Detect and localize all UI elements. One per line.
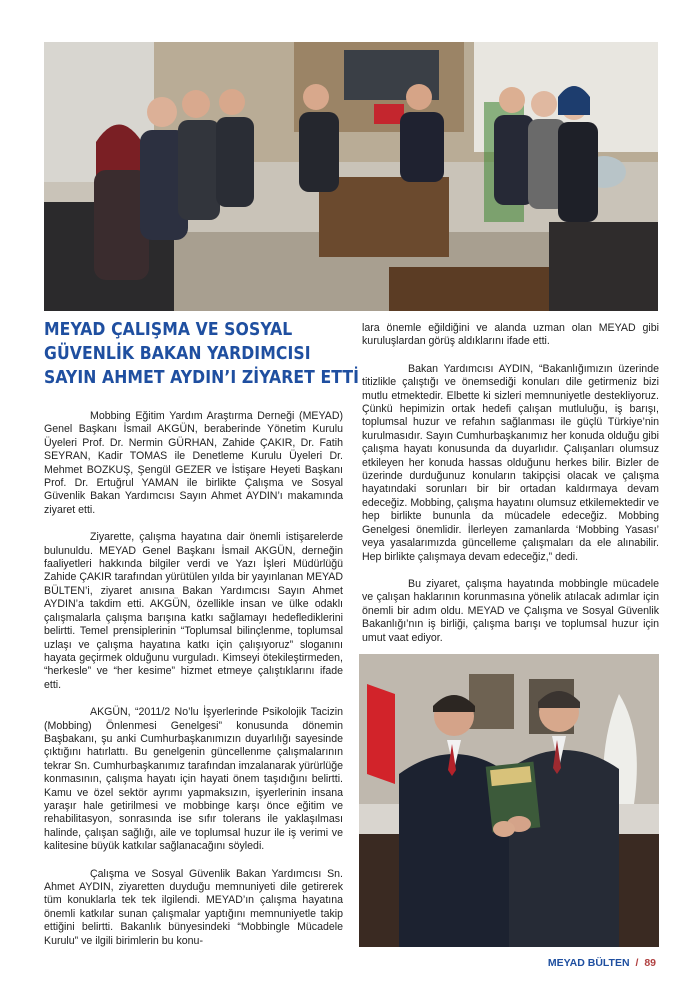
paragraph: Mobbing Eğitim Yardım Araştırma Derneği (MEYAD) Genel Başkanı İsmail AKGÜN, beraberinde Yönetim Kurulu Üyeleri Prof. Dr. Nermin GÜRHAN, Zahide ÇAKIR, Dr. Fatih SEYRAN, Kadir TOMAS ile Denetleme Kurulu Üyeleri Dr. Mehmet BOZKUŞ, Şengül GEZER ve İstişare Heyeti Başkanı Prof. Dr. Ertuğrul YAMAN ile birlikte Çalışma ve Sosyal Güvenlik Bakan Yardımcısı Sayın Ahmet AYDIN’ı makamında ziyaret etti. <box>44 410 343 516</box>
paragraph: Bu ziyaret, çalışma hayatında mobbingle mücadele ve çalışan haklarının korunmasına yönelik atılacak adımlar için önemli bir adım oldu. MEYAD ve Çalışma ve Sosyal Güvenlik Bakanlığı’nın iş birliği, çalışma barışı ve toplumsal huzur için umut vaat ediyor. <box>362 577 659 644</box>
right-column <box>362 322 659 659</box>
paragraph: Ziyarette, çalışma hayatına dair önemli istişarelerde bulunuldu. MEYAD Genel Başkanı İsmail AKGÜN, derneğin faaliyetleri hakkında bilgiler verdi ve Yazı İşleri Müdürlüğü Zahide ÇAKIR tarafından yürütülen yılda bir yayınlanan MEYAD BÜLTEN’i, ziyaret anısına Bakan Yardımcısı Sayın Ahmet AYDIN’a takdim etti. AKGÜN, özellikle insan ve ülke odaklı çalışmalarla çalışma barışına katkı sağlamayı hedeflediklerini belirtti. Temel prensiplerinin “Toplumsal bilinçlenme, toplumsal uzlaşı ve çalışma hayatına katkı için çalışıyoruz” sloganını hayata geçirmek olduğunu vurguladı. Kimseyi ötekileştirmeden, “herkesle” ve “her kesime” hizmet etmeye çalıştıklarını ifade etti. <box>44 531 343 691</box>
page-footer <box>548 957 656 969</box>
title-line: MEYAD ÇALIŞMA VE SOSYAL <box>44 320 293 340</box>
title-line: SAYIN AHMET AYDIN’I ZİYARET ETTİ <box>44 368 360 388</box>
paragraph: Bakan Yardımcısı AYDIN, “Bakanlığımızın üzerinde titizlikle çalıştığı ve önemsediği konuları dile getirmeniz bizi mutlu etmektedir. Elbette ki sizleri memnuniyetle destekliyoruz. Çünkü hepimizin ortak hedefi çalışan mutluluğu, iş barışı, toplumsal huzur ve refahın sağlanması ile güçlü Türkiye’nin kurulmasıdır. Sayın Cumhurbaşkanımız her konuda olduğu gibi çalışma hayatı konusunda da duyarlıdır. Çalışanları olumsuz etkileyen her konuda hassas olduğunu herkes bilir. Bizler de üzerinde durduğunuz konuların takipçisi olacak ve çalışma hayatındaki sorunları bir bir ortadan kaldırmaya devam edeceğiz. Mobbing, çalışma hayatını olumsuz etkilemektedir ve hep birlikte bununla da mücadele edeceğiz. Mobbing Genelgesi önemlidir. İlerleyen zamanlarda ‘Mobbing Yasası’ veya yasalarımızda güncelleme çalışmaları da ele alınabilir. Hep birlikte çalışmaya devam edeceğiz,” dedi. <box>362 362 659 563</box>
paragraph: AKGÜN, “2011/2 No’lu İşyerlerinde Psikolojik Tacizin (Mobbing) Önlenmesi Genelgesi” konusunda dönemin Başbakanı, şu anki Cumhurbaşkanımızın duyarlılığı sayesinde çıktığını hatırlattı. Bu genelgenin güncellenme çalışmalarının tekrar Sn. Cumhurbaşkanımız tarafından imzalanarak yürürlüğe konmasının, çalışma hayatı için hayati önem taşıdığını belirtti. Kamu ve özel sektör ayrımı yapmaksızın, işyerlerinin insana yaraşır hale getirilmesi ve mobbinge karşı önce eğitim ve rehabilitasyon, sonrasında ise sıfır tolerans ile yaklaşılması halinde, çalışan sağlığı, aile ve toplumsal huzur ile iş verimi ve kalitesine büyük katkılar sağlanacağını söyledi. <box>44 706 343 853</box>
left-column <box>44 410 343 962</box>
footer-separator: / <box>635 957 639 969</box>
paragraph: Çalışma ve Sosyal Güvenlik Bakan Yardımcısı Sn. Ahmet AYDIN, ziyaretten duyduğu memnuniyeti dile getirerek tüm konuklarla tek tek ilgilendi. MEYAD’ın çalışma hayatına önemli katkılar sunan çalışmalar yaptığını memnuniyetle takip ettiğini belirtti. Bakanlık bünyesindeki “Mobbingle Mücadele Kurulu” ve ilgili birimlerin bu konu- <box>44 867 343 947</box>
meeting-photo <box>44 42 658 311</box>
paragraph: lara önemle eğildiğini ve alanda uzman olan MEYAD gibi kuruluşlardan görüş aldıklarını ifade etti. <box>362 322 659 348</box>
article-title <box>44 318 360 390</box>
handover-photo <box>359 654 659 947</box>
publication-name: MEYAD BÜLTEN <box>547 957 630 969</box>
title-line: GÜVENLİK BAKAN YARDIMCISI <box>44 344 311 364</box>
page-number: 89 <box>644 957 656 969</box>
